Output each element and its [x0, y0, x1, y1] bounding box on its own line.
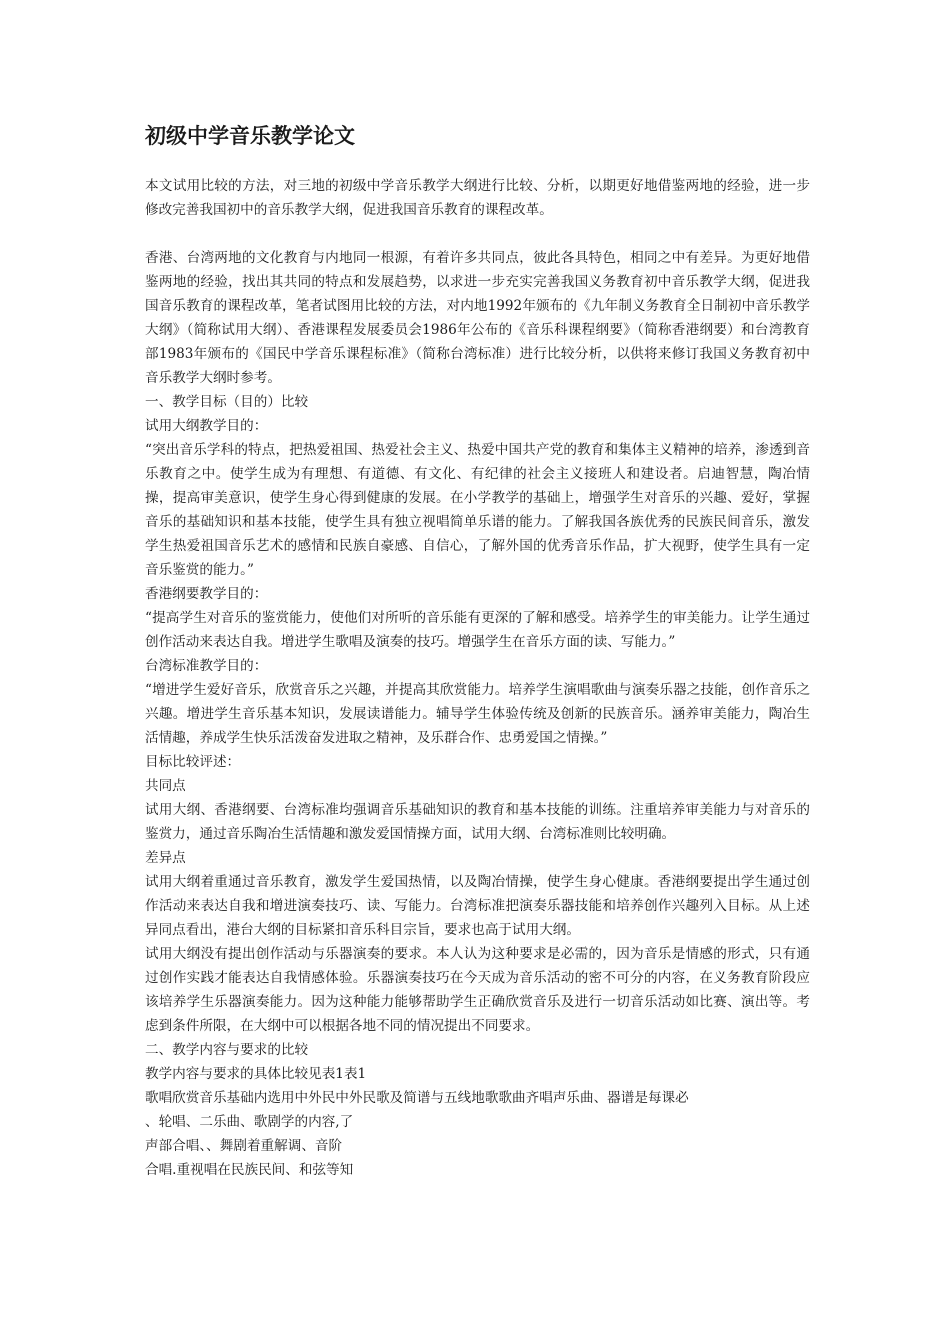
document-body — [145, 174, 810, 1182]
document-title: 初级中学音乐教学论文 — [145, 124, 355, 148]
tw-goal-quote: “增进学生爱好音乐，欣赏音乐之兴趣，并提高其欣赏能力。培养学生演唱歌曲与演奏乐器之技能，创作音乐之兴趣。增进学生音乐基本知识，发展读谱能力。辅导学生体验传统及创新的民族音乐。涵养审美能力，陶冶生活情趣，养成学生快乐活泼奋发进取之精神，及乐群合作、忠勇爱国之情操。” — [145, 682, 810, 746]
intro-paragraph: 本文试用比较的方法，对三地的初级中学音乐教学大纲进行比较、分析，以期更好地借鉴两地的经验，进一步修改完善我国初中的音乐教学大纲，促进我国音乐教育的课程改革。 — [145, 178, 810, 218]
table-fragment-line: 、轮唱、二乐曲、歌剧学的内容,了 — [145, 1114, 354, 1130]
difference-points-paragraph: 试用大纲着重通过音乐教育，激发学生爱国热情，以及陶冶情操，使学生身心健康。香港纲要提出学生通过创作活动来表达自我和增进演奏技巧、读、写能力。台湾标准把演奏乐器技能和培养创作兴趣列入目标。从上述异同点看出，港台大纲的目标紧扣音乐科目宗旨，要求也高于试用大纲。 — [145, 874, 810, 938]
paragraph-gap — [145, 222, 810, 246]
section-heading-goals: 一、教学目标（目的）比较 — [145, 394, 309, 410]
hk-goal-label: 香港纲要教学目的： — [145, 586, 268, 602]
tw-goal-label: 台湾标准教学目的： — [145, 658, 268, 674]
opinion-paragraph: 试用大纲没有提出创作活动与乐器演奏的要求。本人认为这种要求是必需的，因为音乐是情感的形式，只有通过创作实践才能表达自我情感体验。乐器演奏技巧在今天成为音乐活动的密不可分的内容，在义务教育阶段应该培养学生乐器演奏能力。因为这种能力能够帮助学生正确欣赏音乐及进行一切音乐活动如比赛、演出等。考虑到条件所限，在大纲中可以根据各地不同的情况提出不同要求。 — [145, 946, 810, 1034]
table-fragment-line: 合唱.重视唱在民族民间、和弦等知 — [145, 1162, 354, 1178]
common-points-paragraph: 试用大纲、香港纲要、台湾标准均强调音乐基础知识的教育和基本技能的训练。注重培养审美能力与对音乐的鉴赏力，通过音乐陶冶生活情趣和激发爱国情操方面，试用大纲、台湾标准则比较明确。 — [145, 802, 810, 842]
comparison-label: 目标比较评述： — [145, 754, 241, 770]
trial-goal-quote: “突出音乐学科的特点，把热爱祖国、热爱社会主义、热爱中国共产党的教育和集体主义精神的培养，渗透到音乐教育之中。使学生成为有理想、有道德、有文化、有纪律的社会主义接班人和建设者。启迪智慧，陶冶情操，提高审美意识，使学生身心得到健康的发展。在小学教学的基础上，增强学生对音乐的兴趣、爱好，掌握音乐的基础知识和基本技能，使学生具有独立视唱简单乐谱的能力。了解我国各族优秀的民族民间音乐，激发学生热爱祖国音乐艺术的感情和民族自豪感、自信心，了解外国的优秀音乐作品，扩大视野，使学生具有一定音乐鉴赏的能力。” — [145, 442, 810, 578]
hk-goal-quote: “提高学生对音乐的鉴赏能力，使他们对所听的音乐能有更深的了解和感受。培养学生的审美能力。让学生通过创作活动来表达自我。增进学生歌唱及演奏的技巧。增强学生在音乐方面的读、写能力。” — [145, 610, 810, 650]
trial-goal-label: 试用大纲教学目的： — [145, 418, 268, 434]
section-heading-content: 二、教学内容与要求的比较 — [145, 1042, 309, 1058]
common-points-label: 共同点 — [145, 778, 186, 794]
difference-points-label: 差异点 — [145, 850, 186, 866]
table-fragment-line: 声部合唱、、舞剧着重解调、音阶 — [145, 1138, 343, 1154]
table-fragment-line: 歌唱欣赏音乐基础内选用中外民中外民歌及简谱与五线地歌歌曲齐唱声乐曲、器谱是每课必 — [145, 1090, 689, 1106]
background-paragraph: 香港、台湾两地的文化教育与内地同一根源，有着许多共同点，彼此各具特色，相同之中有差异。为更好地借鉴两地的经验，找出其共同的特点和发展趋势，以求进一步充实完善我国义务教育初中音乐教学大纲，促进我国音乐教育的课程改革，笔者试图用比较的方法，对内地1992年颁布的《九年制义务教育全日制初中音乐教学大纲》（简称试用大纲）、香港课程发展委员会1986年公布的《音乐科课程纲要》（简称香港纲要）和台湾教育部1983年颁布的《国民中学音乐课程标准》（简称台湾标准）进行比较分析，以供将来修订我国义务教育初中音乐教学大纲时参考。 — [145, 250, 810, 386]
table-reference: 教学内容与要求的具体比较见表1表1 — [145, 1066, 367, 1082]
